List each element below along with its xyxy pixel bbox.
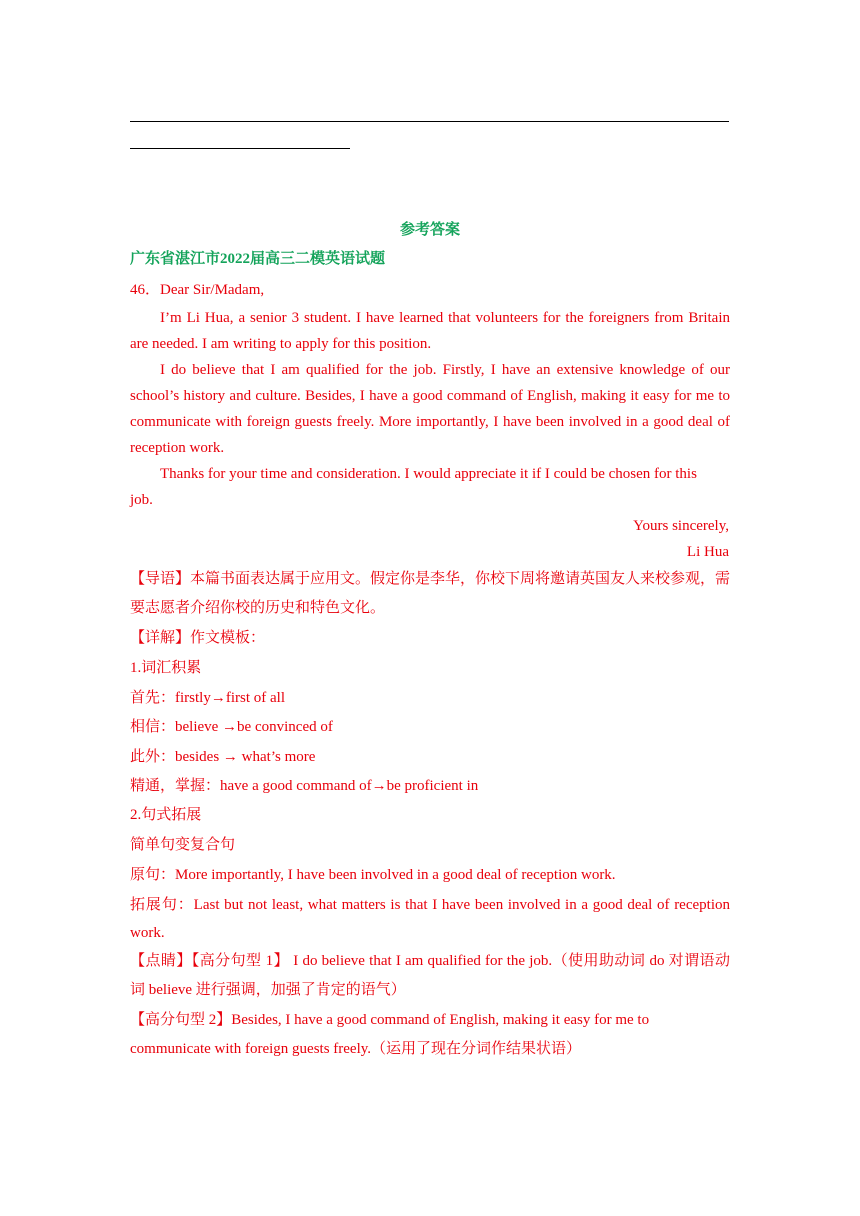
letter-p2-line3: communicate with foreign guests freely. More importantly, I have been involved in a good deal of (130, 414, 730, 430)
letter-p2-line1: I do believe that I am qualified for the job. Firstly, I have an extensive knowledge of our (160, 362, 730, 378)
letter-p3-line2: job. (130, 492, 153, 508)
exam-title: 广东省湛江市2022届高三二模英语试题 (130, 251, 386, 267)
high-score-2-line2: communicate with foreign guests freely.（运用了现在分词作结果状语） (130, 1041, 582, 1057)
letter-greeting: 46．Dear Sir/Madam, (130, 282, 265, 298)
letter-p2-line2: school’s history and culture. Besides, I have a good command of English, making it easy for me to (130, 388, 730, 404)
letter-p3-line1: Thanks for your time and consideration. I would appreciate it if I could be chosen for this (160, 466, 697, 482)
expanded-sentence-line2: work. (130, 925, 165, 941)
sentence-subtitle: 简单句变复合句 (130, 837, 236, 853)
expanded-sentence-line1: 拓展句：Last but not least, what matters is that I have been involved in a good deal of reception (130, 897, 730, 913)
high-score-2-line1: 【高分句型 2】Besides, I have a good command of English, making it easy for me to (130, 1012, 650, 1028)
guide-line1: 【导语】本篇书面表达属于应用文。假定你是李华，你校下周将邀请英国友人来校参观，需 (130, 571, 731, 587)
highlight-line2: 词 believe 进行强调，加强了肯定的语气） (130, 982, 406, 998)
letter-p1-line2: are needed. I am writing to apply for this position. (130, 336, 432, 352)
sentence-title: 2.句式拓展 (130, 807, 202, 823)
vocab-title: 1.词汇积累 (130, 660, 202, 676)
detail-title: 【详解】作文模板： (130, 630, 266, 646)
letter-signature: Li Hua (686, 544, 729, 560)
letter-closing: Yours sincerely, (633, 518, 729, 534)
answer-line-short (130, 148, 350, 149)
guide-line2: 要志愿者介绍你校的历史和特色文化。 (130, 600, 386, 616)
letter-p1-line1: I’m Li Hua, a senior 3 student. I have learned that volunteers for the foreigners from Britain (160, 310, 730, 326)
vocab-item-1: 首先：firstly→first of all (130, 690, 285, 706)
vocab-item-3: 此外：besides → what’s more (130, 749, 316, 765)
letter-p2-line4: reception work. (130, 440, 225, 456)
answer-line-long (130, 121, 729, 122)
highlight-line1: 【点睛】【高分句型 1】 I do believe that I am qualified for the job.（使用助动词 do 对谓语动 (130, 953, 730, 969)
answer-title: 参考答案 (399, 222, 460, 238)
vocab-item-4: 精通，掌握：have a good command of→be proficient in (130, 778, 479, 794)
original-sentence: 原句：More importantly, I have been involved in a good deal of reception work. (130, 867, 616, 883)
vocab-item-2: 相信：believe →be convinced of (130, 719, 333, 735)
